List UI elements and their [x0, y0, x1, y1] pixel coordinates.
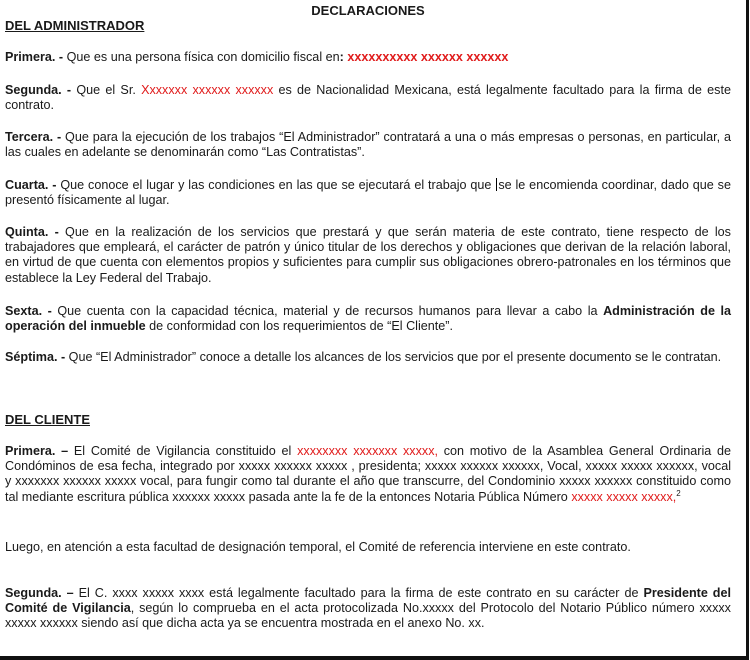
clause-text: , según lo comprueba en el acta protocolizada No.xxxxx del Protocolo del Notario Público número xxxxx xxxxx xxxxxx siendo así que dicha acta ya se encuentra mostrada en el anexo No. xx. [5, 601, 731, 631]
redacted-notary: xxxxx xxxxx xxxxx, [571, 489, 677, 504]
clause-label: Cuarta. - [5, 178, 57, 192]
redacted-name: Xxxxxxx xxxxxx xxxxxx [141, 83, 274, 97]
clause-admin-cuarta [5, 178, 731, 208]
clause-colon: : [339, 50, 344, 64]
clause-text: Que cuenta con la capacidad técnica, material y de recursos humanos para llevar a cabo la [51, 304, 604, 318]
redacted-address: xxxxxxxxxx xxxxxx xxxxxx [343, 50, 509, 64]
clause-label: Primera. – [5, 444, 69, 458]
clause-admin-septima [5, 350, 731, 365]
clause-admin-sexta [5, 304, 731, 334]
clause-label: Tercera. - [5, 130, 62, 144]
clause-text: con motivo de la Asamblea General Ordinaria de Condóminos de esa fecha, integrado por xxxxx xxxxxx xxxxx , presidenta; xxxxx xxxxxx xxxxxx, Vocal, xxxxx xxxxx xxxxxx, vocal y xxxxxxx xxxxxx xxxxx vocal, para fungir como tal durante el año que transcurre, del Condominio xxxxx xxxxxx constituido como tal mediante escritura pública xxxxxx xxxxx pasada ante la fe de la entonces Notaria Pública Número [5, 444, 731, 504]
clause-text: Que conoce el lugar y las condiciones en las que se ejecutará el trabajo que [56, 178, 496, 192]
clause-text: se le encomienda coordinar, dado que se presentó físicamente al lugar. [5, 178, 731, 208]
clause-text: Que el Sr. [71, 83, 142, 97]
clause-cliente-primera [5, 444, 731, 505]
page-title: DECLARACIONES [311, 3, 425, 18]
clause-label: Primera. - [5, 50, 64, 64]
clause-text: Que es una persona física con domicilio fiscal en [63, 50, 340, 64]
section-heading-cliente: DEL CLIENTE [5, 412, 90, 427]
clause-emphasis: Presidente del Comité de Vigilancia [5, 586, 732, 616]
clause-label: Quinta. - [5, 225, 59, 239]
clause-cliente-segunda [5, 586, 731, 632]
clause-text: es de Nacionalidad Mexicana, está legalmente facultado para la firma de este contrato. [5, 83, 731, 113]
footnote-ref: 2 [676, 488, 681, 498]
clause-emphasis: Administración de la operación del inmueble [5, 304, 731, 334]
clause-text: Que para la ejecución de los trabajos “El Administrador” contratará a una o más empresas o personas, en particular, a las cuales en adelante se denominarán como “Las Contratistas”. [5, 130, 731, 160]
document-content [5, 3, 732, 631]
clause-label: Sexta. - [5, 304, 52, 318]
clause-label: Segunda. – [5, 586, 74, 600]
clause-text: El Comité de Vigilancia constituido el [68, 444, 298, 458]
clause-label: Séptima. - [5, 350, 66, 364]
clause-text: de conformidad con los requerimientos de “El Cliente”. [145, 319, 453, 334]
clause-admin-tercera [5, 130, 731, 160]
clause-admin-quinta [5, 225, 731, 286]
clause-text: Que “El Administrador” conoce a detalle los alcances de los servicios que por el presente documento se le contratan. [65, 350, 722, 364]
clause-admin-segunda [5, 83, 731, 113]
clause-text: El C. xxxx xxxxx xxxx está legalmente facultado para la firma de este contrato en su carácter de [73, 586, 644, 600]
clause-admin-primera [5, 50, 731, 65]
section-heading-administrador: DEL ADMINISTRADOR [5, 18, 145, 33]
clause-label: Segunda. - [5, 83, 72, 97]
clause-text: Que en la realización de los servicios que prestará y que serán materia de este contrato, tiene respecto de los trabajadores que empleará, el carácter de patrón y único titular de los derechos y obligaciones que derivan de la relación laboral, en virtud de que cuenta con elementos propios y suficientes para cumplir sus obligaciones obrero-patronales en los términos que establece la Ley Federal del Trabajo. [5, 225, 731, 285]
clause-cliente-luego: Luego, en atención a esta facultad de designación temporal, el Comité de referencia interviene en este contrato. [5, 540, 631, 554]
redacted-date: xxxxxxxx xxxxxxx xxxxx, [297, 444, 438, 458]
